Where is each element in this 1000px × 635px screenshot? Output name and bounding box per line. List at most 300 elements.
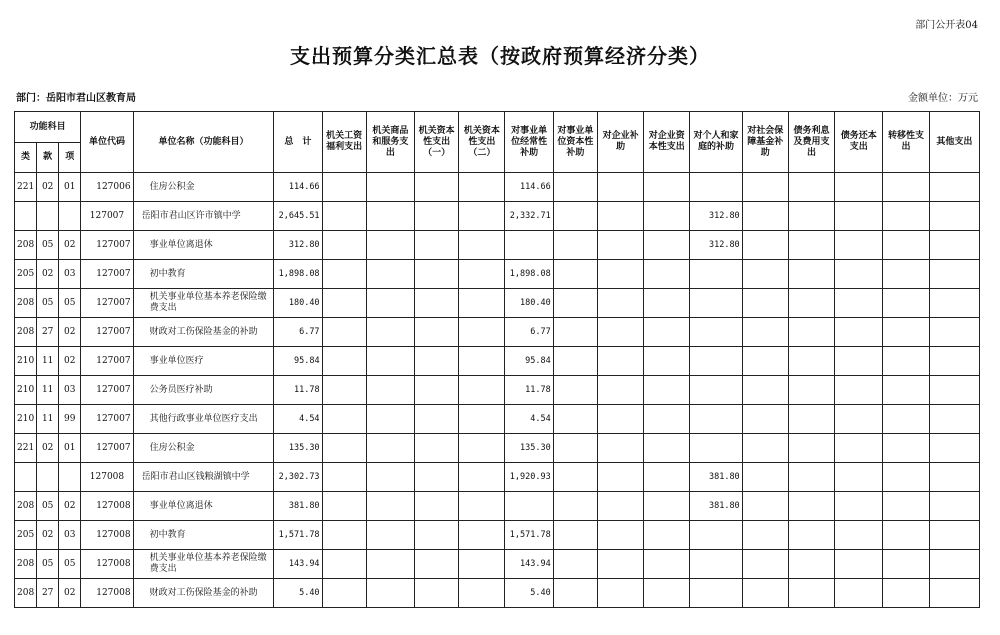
cell-c7 xyxy=(597,202,643,231)
cell-c6 xyxy=(553,173,597,202)
cell-c1 xyxy=(322,579,366,608)
table-row xyxy=(15,347,980,376)
cell-c6 xyxy=(553,289,597,318)
cell-c11 xyxy=(788,521,834,550)
cell-xiang: 02 xyxy=(59,492,81,521)
cell-c2 xyxy=(366,521,414,550)
cell-total: 4.54 xyxy=(274,405,322,434)
cell-xiang: 05 xyxy=(59,289,81,318)
cell-c12 xyxy=(835,173,883,202)
cell-unit-name: 机关事业单位基本养老保险缴费支出 xyxy=(133,550,274,579)
cell-c12 xyxy=(835,405,883,434)
cell-xiang: 05 xyxy=(59,550,81,579)
cell-unit-code: 127006 xyxy=(81,173,133,202)
cell-c10 xyxy=(742,289,788,318)
cell-c4 xyxy=(459,521,505,550)
cell-c14 xyxy=(929,550,979,579)
cell-c1 xyxy=(322,289,366,318)
cell-c7 xyxy=(597,376,643,405)
cell-lei: 210 xyxy=(15,376,37,405)
table-row-unit-subtotal xyxy=(15,202,980,231)
header-c9: 对个人和家庭的补助 xyxy=(690,112,742,173)
cell-c14 xyxy=(929,376,979,405)
cell-c10 xyxy=(742,463,788,492)
header-c13: 转移性支出 xyxy=(883,112,929,173)
cell-lei: 221 xyxy=(15,434,37,463)
cell-kuan: 05 xyxy=(37,492,59,521)
cell-unit-code: 127008 xyxy=(81,463,133,492)
cell-c3 xyxy=(415,463,459,492)
cell-lei: 208 xyxy=(15,579,37,608)
cell-c5: 6.77 xyxy=(505,318,553,347)
cell-c6 xyxy=(553,492,597,521)
cell-c9 xyxy=(690,260,742,289)
cell-total: 2,302.73 xyxy=(274,463,322,492)
cell-c2 xyxy=(366,347,414,376)
cell-c9 xyxy=(690,318,742,347)
cell-c3 xyxy=(415,318,459,347)
page-title: 支出预算分类汇总表（按政府预算经济分类） xyxy=(290,44,710,68)
cell-c8 xyxy=(644,202,690,231)
cell-unit-code: 127007 xyxy=(81,289,133,318)
cell-c2 xyxy=(366,231,414,260)
cell-c3 xyxy=(415,260,459,289)
cell-xiang: 03 xyxy=(59,376,81,405)
cell-c4 xyxy=(459,579,505,608)
table-row xyxy=(15,492,980,521)
cell-c3 xyxy=(415,202,459,231)
cell-c12 xyxy=(835,463,883,492)
cell-unit-name: 事业单位医疗 xyxy=(133,347,274,376)
cell-xiang: 03 xyxy=(59,521,81,550)
header-lei: 类 xyxy=(15,143,37,173)
cell-c3 xyxy=(415,492,459,521)
header-c8: 对企业资本性支出 xyxy=(644,112,690,173)
cell-kuan: 27 xyxy=(37,579,59,608)
cell-unit-code: 127007 xyxy=(81,376,133,405)
cell-c3 xyxy=(415,347,459,376)
cell-c7 xyxy=(597,463,643,492)
cell-c12 xyxy=(835,550,883,579)
cell-c4 xyxy=(459,550,505,579)
cell-total: 143.94 xyxy=(274,550,322,579)
cell-unit-name: 机关事业单位基本养老保险缴费支出 xyxy=(133,289,274,318)
header-c4: 机关资本性支出（二） xyxy=(459,112,505,173)
cell-c8 xyxy=(644,289,690,318)
cell-c1 xyxy=(322,376,366,405)
cell-unit-code: 127008 xyxy=(81,492,133,521)
cell-c6 xyxy=(553,405,597,434)
cell-c2 xyxy=(366,173,414,202)
cell-total: 381.80 xyxy=(274,492,322,521)
cell-c11 xyxy=(788,318,834,347)
cell-c13 xyxy=(883,260,929,289)
cell-kuan: 05 xyxy=(37,550,59,579)
cell-unit-code: 127007 xyxy=(81,231,133,260)
cell-xiang: 03 xyxy=(59,260,81,289)
cell-c9: 381.80 xyxy=(690,492,742,521)
cell-lei: 210 xyxy=(15,405,37,434)
cell-c10 xyxy=(742,434,788,463)
cell-unit-name: 住房公积金 xyxy=(133,173,274,202)
cell-c4 xyxy=(459,376,505,405)
cell-c7 xyxy=(597,347,643,376)
cell-c10 xyxy=(742,492,788,521)
header-c11: 债务利息及费用支出 xyxy=(788,112,834,173)
cell-unit-code: 127008 xyxy=(81,550,133,579)
cell-kuan: 02 xyxy=(37,260,59,289)
cell-c11 xyxy=(788,347,834,376)
cell-c10 xyxy=(742,521,788,550)
cell-unit-code: 127007 xyxy=(81,434,133,463)
cell-c6 xyxy=(553,550,597,579)
cell-c7 xyxy=(597,289,643,318)
cell-c2 xyxy=(366,550,414,579)
cell-c1 xyxy=(322,318,366,347)
cell-unit-code: 127007 xyxy=(81,202,133,231)
cell-c2 xyxy=(366,434,414,463)
cell-c9 xyxy=(690,434,742,463)
cell-kuan: 11 xyxy=(37,347,59,376)
cell-c4 xyxy=(459,202,505,231)
cell-c5: 143.94 xyxy=(505,550,553,579)
table-row-unit-subtotal xyxy=(15,463,980,492)
cell-c9: 312.80 xyxy=(690,231,742,260)
cell-xiang xyxy=(59,463,81,492)
cell-c13 xyxy=(883,318,929,347)
cell-unit-name: 公务员医疗补助 xyxy=(133,376,274,405)
cell-c8 xyxy=(644,376,690,405)
table-row xyxy=(15,376,980,405)
cell-c6 xyxy=(553,202,597,231)
cell-c5: 11.78 xyxy=(505,376,553,405)
cell-c12 xyxy=(835,289,883,318)
cell-kuan: 02 xyxy=(37,173,59,202)
cell-c13 xyxy=(883,550,929,579)
cell-c2 xyxy=(366,289,414,318)
cell-c1 xyxy=(322,492,366,521)
cell-c5: 180.40 xyxy=(505,289,553,318)
cell-c12 xyxy=(835,434,883,463)
cell-unit-name: 初中教育 xyxy=(133,521,274,550)
cell-c10 xyxy=(742,347,788,376)
department-label: 部门：岳阳市君山区教育局 xyxy=(16,93,136,104)
cell-c2 xyxy=(366,260,414,289)
table-row xyxy=(15,579,980,608)
cell-unit-code: 127007 xyxy=(81,405,133,434)
cell-c2 xyxy=(366,318,414,347)
cell-c6 xyxy=(553,463,597,492)
cell-kuan: 02 xyxy=(37,521,59,550)
cell-total: 95.84 xyxy=(274,347,322,376)
cell-c11 xyxy=(788,579,834,608)
cell-total: 1,571.78 xyxy=(274,521,322,550)
cell-total: 135.30 xyxy=(274,434,322,463)
cell-c8 xyxy=(644,434,690,463)
cell-c14 xyxy=(929,521,979,550)
cell-c2 xyxy=(366,463,414,492)
cell-c12 xyxy=(835,521,883,550)
cell-c8 xyxy=(644,405,690,434)
cell-total: 11.78 xyxy=(274,376,322,405)
cell-xiang: 02 xyxy=(59,579,81,608)
cell-c3 xyxy=(415,579,459,608)
cell-c6 xyxy=(553,347,597,376)
cell-c11 xyxy=(788,202,834,231)
cell-c9 xyxy=(690,521,742,550)
cell-total: 2,645.51 xyxy=(274,202,322,231)
table-row xyxy=(15,289,980,318)
cell-unit-name: 岳阳市君山区许市镇中学 xyxy=(133,202,274,231)
cell-c1 xyxy=(322,173,366,202)
cell-c11 xyxy=(788,405,834,434)
cell-c9 xyxy=(690,550,742,579)
cell-c7 xyxy=(597,434,643,463)
cell-xiang: 99 xyxy=(59,405,81,434)
cell-c13 xyxy=(883,405,929,434)
cell-c13 xyxy=(883,173,929,202)
cell-c8 xyxy=(644,463,690,492)
cell-c11 xyxy=(788,376,834,405)
table-row xyxy=(15,231,980,260)
budget-table xyxy=(14,111,980,608)
cell-kuan: 11 xyxy=(37,376,59,405)
table-row xyxy=(15,260,980,289)
cell-c8 xyxy=(644,347,690,376)
cell-unit-code: 127007 xyxy=(81,318,133,347)
cell-c10 xyxy=(742,260,788,289)
cell-c11 xyxy=(788,550,834,579)
cell-unit-name: 初中教育 xyxy=(133,260,274,289)
cell-c6 xyxy=(553,521,597,550)
cell-c8 xyxy=(644,173,690,202)
cell-c10 xyxy=(742,550,788,579)
cell-c13 xyxy=(883,202,929,231)
cell-c10 xyxy=(742,231,788,260)
cell-c14 xyxy=(929,173,979,202)
cell-c6 xyxy=(553,376,597,405)
cell-c4 xyxy=(459,463,505,492)
cell-kuan: 05 xyxy=(37,231,59,260)
header-unit-name: 单位名称（功能科目） xyxy=(133,112,274,173)
cell-c3 xyxy=(415,521,459,550)
cell-c9: 312.80 xyxy=(690,202,742,231)
cell-c13 xyxy=(883,463,929,492)
header-func-group: 功能科目 xyxy=(15,112,81,143)
cell-lei xyxy=(15,463,37,492)
cell-c14 xyxy=(929,434,979,463)
cell-unit-name: 岳阳市君山区钱粮湖镇中学 xyxy=(133,463,274,492)
cell-lei: 208 xyxy=(15,231,37,260)
cell-total: 180.40 xyxy=(274,289,322,318)
cell-c14 xyxy=(929,463,979,492)
cell-c10 xyxy=(742,579,788,608)
table-row xyxy=(15,405,980,434)
cell-unit-code: 127008 xyxy=(81,579,133,608)
header-c12: 债务还本支出 xyxy=(835,112,883,173)
cell-c13 xyxy=(883,521,929,550)
cell-lei: 205 xyxy=(15,260,37,289)
cell-c8 xyxy=(644,231,690,260)
cell-c3 xyxy=(415,405,459,434)
cell-c1 xyxy=(322,260,366,289)
header-total: 总 计 xyxy=(274,112,322,173)
cell-c3 xyxy=(415,173,459,202)
cell-unit-code: 127008 xyxy=(81,521,133,550)
cell-lei: 208 xyxy=(15,289,37,318)
cell-c4 xyxy=(459,173,505,202)
cell-c3 xyxy=(415,376,459,405)
cell-c9 xyxy=(690,405,742,434)
cell-c13 xyxy=(883,376,929,405)
cell-c5 xyxy=(505,492,553,521)
cell-unit-name: 其他行政事业单位医疗支出 xyxy=(133,405,274,434)
cell-c13 xyxy=(883,434,929,463)
cell-c8 xyxy=(644,521,690,550)
cell-c13 xyxy=(883,579,929,608)
cell-unit-name: 财政对工伤保险基金的补助 xyxy=(133,579,274,608)
cell-c10 xyxy=(742,173,788,202)
cell-c3 xyxy=(415,550,459,579)
cell-c3 xyxy=(415,231,459,260)
header-xiang: 项 xyxy=(59,143,81,173)
cell-c9 xyxy=(690,376,742,405)
cell-c13 xyxy=(883,231,929,260)
cell-c7 xyxy=(597,492,643,521)
cell-c13 xyxy=(883,347,929,376)
cell-c5: 1,898.08 xyxy=(505,260,553,289)
cell-c12 xyxy=(835,202,883,231)
cell-c5: 4.54 xyxy=(505,405,553,434)
cell-c1 xyxy=(322,550,366,579)
cell-c14 xyxy=(929,347,979,376)
cell-c12 xyxy=(835,492,883,521)
cell-unit-name: 事业单位离退休 xyxy=(133,231,274,260)
cell-c11 xyxy=(788,434,834,463)
cell-unit-name: 事业单位离退休 xyxy=(133,492,274,521)
cell-c1 xyxy=(322,463,366,492)
header-c2: 机关商品和服务支出 xyxy=(366,112,414,173)
form-code: 部门公开表04 xyxy=(915,20,978,31)
table-row xyxy=(15,550,980,579)
cell-c12 xyxy=(835,579,883,608)
header-kuan: 款 xyxy=(37,143,59,173)
cell-c12 xyxy=(835,376,883,405)
cell-c4 xyxy=(459,260,505,289)
cell-c6 xyxy=(553,231,597,260)
cell-kuan xyxy=(37,463,59,492)
cell-c7 xyxy=(597,173,643,202)
header-c5: 对事业单位经常性补助 xyxy=(505,112,553,173)
cell-c4 xyxy=(459,347,505,376)
cell-c11 xyxy=(788,492,834,521)
cell-c5: 1,920.93 xyxy=(505,463,553,492)
cell-c9 xyxy=(690,347,742,376)
cell-c1 xyxy=(322,521,366,550)
cell-kuan xyxy=(37,202,59,231)
cell-lei: 221 xyxy=(15,173,37,202)
cell-total: 312.80 xyxy=(274,231,322,260)
cell-c2 xyxy=(366,376,414,405)
cell-unit-name: 住房公积金 xyxy=(133,434,274,463)
cell-c14 xyxy=(929,318,979,347)
cell-c3 xyxy=(415,434,459,463)
cell-total: 6.77 xyxy=(274,318,322,347)
cell-c13 xyxy=(883,289,929,318)
cell-c14 xyxy=(929,231,979,260)
cell-c11 xyxy=(788,173,834,202)
cell-c4 xyxy=(459,405,505,434)
cell-c1 xyxy=(322,347,366,376)
cell-c7 xyxy=(597,260,643,289)
cell-c4 xyxy=(459,231,505,260)
cell-c13 xyxy=(883,492,929,521)
cell-unit-name: 财政对工伤保险基金的补助 xyxy=(133,318,274,347)
cell-c7 xyxy=(597,521,643,550)
cell-kuan: 05 xyxy=(37,289,59,318)
amount-unit-label: 金额单位：万元 xyxy=(908,93,978,104)
cell-kuan: 11 xyxy=(37,405,59,434)
cell-c4 xyxy=(459,289,505,318)
cell-c6 xyxy=(553,318,597,347)
cell-c3 xyxy=(415,289,459,318)
header-c1: 机关工资福利支出 xyxy=(322,112,366,173)
table-row xyxy=(15,318,980,347)
cell-total: 114.66 xyxy=(274,173,322,202)
cell-c12 xyxy=(835,231,883,260)
cell-lei: 208 xyxy=(15,492,37,521)
cell-c8 xyxy=(644,260,690,289)
cell-c14 xyxy=(929,260,979,289)
cell-c14 xyxy=(929,405,979,434)
cell-c7 xyxy=(597,318,643,347)
cell-c1 xyxy=(322,405,366,434)
cell-c8 xyxy=(644,318,690,347)
cell-c11 xyxy=(788,289,834,318)
header-c7: 对企业补助 xyxy=(597,112,643,173)
cell-c10 xyxy=(742,376,788,405)
cell-c9 xyxy=(690,579,742,608)
cell-total: 5.40 xyxy=(274,579,322,608)
table-row xyxy=(15,173,980,202)
cell-c7 xyxy=(597,579,643,608)
cell-c1 xyxy=(322,202,366,231)
cell-c8 xyxy=(644,579,690,608)
cell-c14 xyxy=(929,492,979,521)
cell-xiang: 02 xyxy=(59,231,81,260)
header-unit-code: 单位代码 xyxy=(81,112,133,173)
cell-c9: 381.80 xyxy=(690,463,742,492)
cell-c5: 114.66 xyxy=(505,173,553,202)
cell-kuan: 27 xyxy=(37,318,59,347)
cell-c7 xyxy=(597,405,643,434)
cell-c5: 2,332.71 xyxy=(505,202,553,231)
cell-c1 xyxy=(322,231,366,260)
cell-c7 xyxy=(597,550,643,579)
cell-c9 xyxy=(690,173,742,202)
cell-c14 xyxy=(929,202,979,231)
cell-c4 xyxy=(459,492,505,521)
cell-c11 xyxy=(788,463,834,492)
cell-c11 xyxy=(788,231,834,260)
cell-c10 xyxy=(742,318,788,347)
cell-c2 xyxy=(366,579,414,608)
cell-c4 xyxy=(459,318,505,347)
cell-xiang xyxy=(59,202,81,231)
cell-c14 xyxy=(929,579,979,608)
cell-c1 xyxy=(322,434,366,463)
cell-c8 xyxy=(644,550,690,579)
